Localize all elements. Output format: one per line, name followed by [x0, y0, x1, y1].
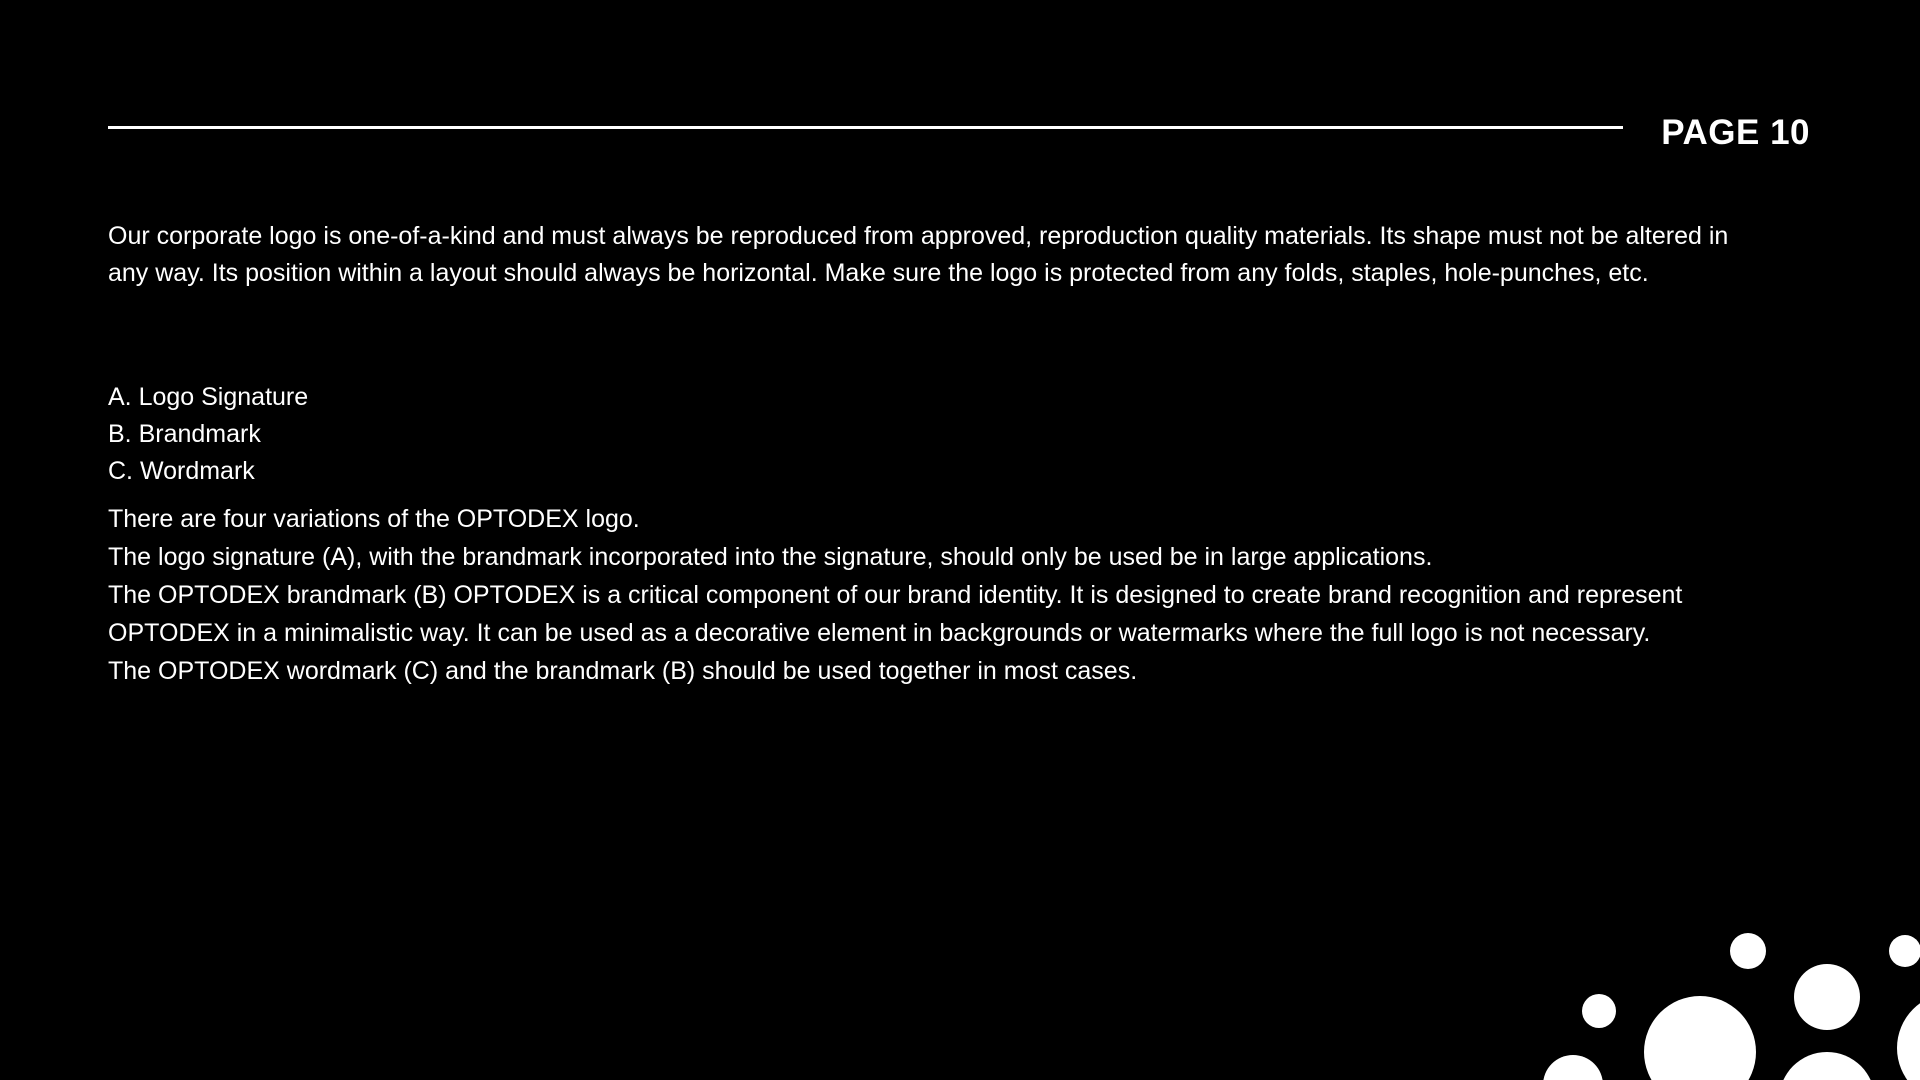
decor-dot: [1779, 1052, 1875, 1080]
body-text: [108, 500, 1758, 690]
decor-dot: [1644, 996, 1756, 1080]
body-paragraph-brandmark: The OPTODEX brandmark (B) OPTODEX is a critical component of our brand identity. It is designed to create brand recognition and represent OPTODEX in a minimalistic way. It can be used as a decorative element in backgrounds or watermarks where the full logo is not necessary.: [108, 581, 1683, 647]
decor-dot: [1543, 1055, 1603, 1080]
decor-dot: [1794, 964, 1860, 1030]
header-divider: [108, 126, 1623, 129]
page-number: PAGE 10: [1661, 113, 1810, 152]
decor-dot: [1897, 993, 1920, 1080]
list-item-logo-signature: A. Logo Signature: [108, 383, 309, 411]
decor-dot: [1730, 933, 1766, 969]
body-paragraph-variations: There are four variations of the OPTODEX logo.: [108, 505, 640, 533]
logo-variant-list: [108, 379, 308, 490]
body-paragraph-signature: The logo signature (A), with the brandmark incorporated into the signature, should only be used be in large applications.: [108, 543, 1433, 571]
list-item-wordmark: C. Wordmark: [108, 457, 255, 485]
body-paragraph-wordmark: The OPTODEX wordmark (C) and the brandmark (B) should be used together in most cases.: [108, 657, 1138, 685]
intro-paragraph: Our corporate logo is one-of-a-kind and must always be reproduced from approved, reproduction quality materials. Its shape must not be altered in any way. Its position within a layout should always be horizontal. Make sure the logo is protected from any folds, staples, hole-punches, etc.: [108, 222, 1729, 287]
list-item-brandmark: B. Brandmark: [108, 420, 261, 448]
decor-dot: [1582, 994, 1616, 1028]
decor-dot: [1889, 935, 1920, 967]
